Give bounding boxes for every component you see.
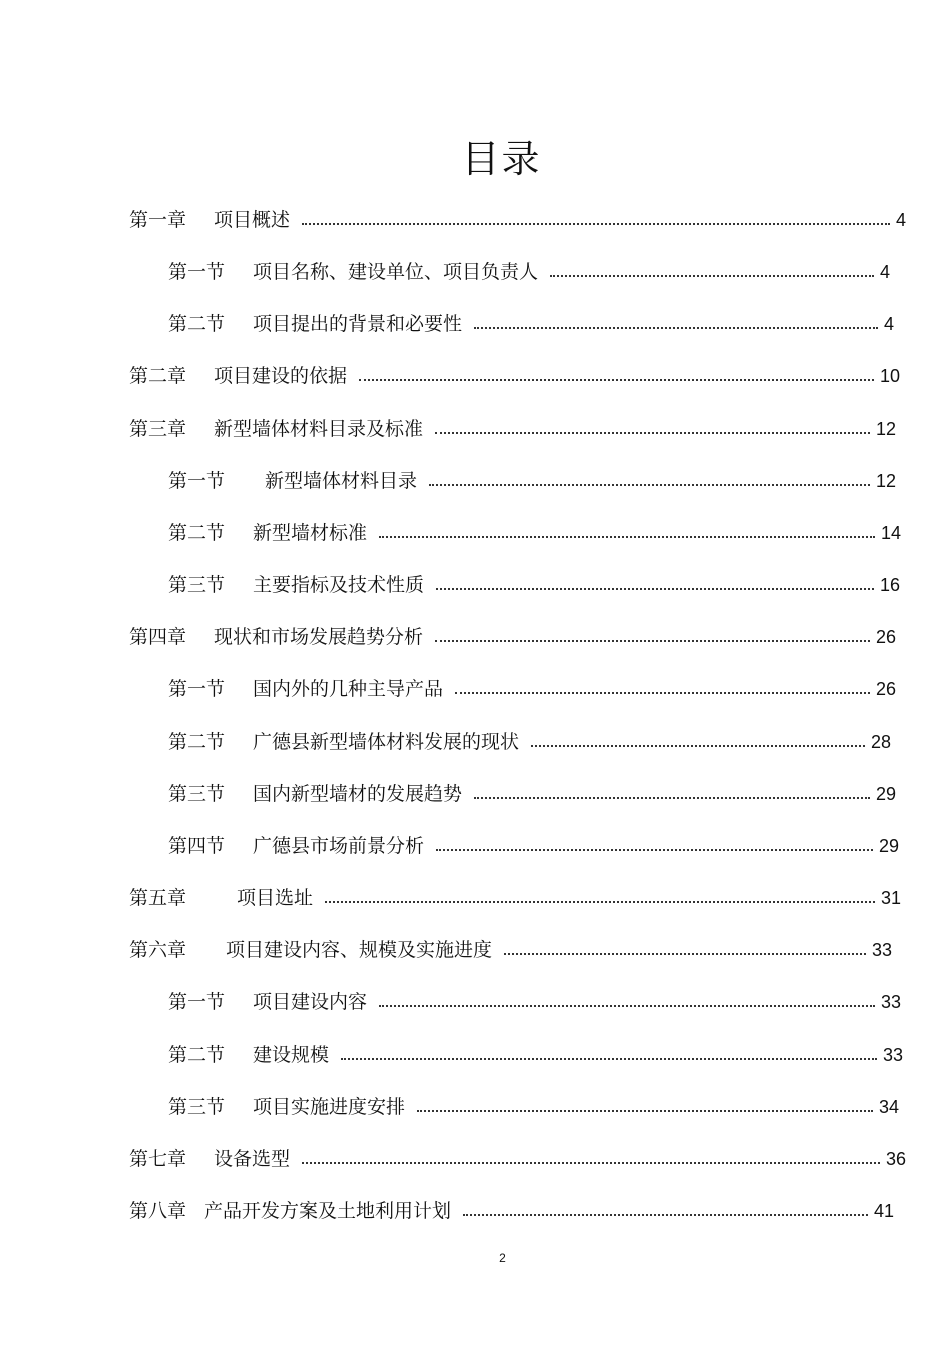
toc-entry-label: 第三节 <box>168 1096 226 1118</box>
toc-entry[interactable] <box>168 1094 899 1120</box>
toc-entry-title: 主要指标及技术性质 <box>253 574 425 596</box>
toc-entry-page: 26 <box>875 627 896 647</box>
toc-entry-page: 33 <box>882 1045 903 1065</box>
toc-entry-page: 12 <box>875 471 896 491</box>
toc-entry-page: 34 <box>878 1097 899 1117</box>
dot-leader <box>504 947 866 955</box>
toc-entry-title: 项目建设的依据 <box>214 365 348 387</box>
toc-entry-label: 第三节 <box>168 574 226 596</box>
dot-leader <box>417 1104 873 1112</box>
dot-leader <box>436 843 873 851</box>
toc-entry-title: 项目建设内容、规模及实施进度 <box>226 939 493 961</box>
dot-leader <box>359 373 874 381</box>
toc-entry[interactable] <box>168 833 899 859</box>
toc-entry-page: 4 <box>895 210 906 230</box>
toc-entry[interactable] <box>168 520 901 546</box>
toc-entry-label: 第三章 <box>129 418 187 440</box>
dot-leader <box>436 582 874 590</box>
dot-leader <box>463 1208 868 1216</box>
toc-entry-label: 第一节 <box>168 261 226 283</box>
toc-entry-label: 第二节 <box>168 313 226 335</box>
toc-entry-page: 4 <box>879 262 890 282</box>
toc-entry[interactable] <box>129 207 906 233</box>
toc-entry-label: 第二节 <box>168 1044 226 1066</box>
toc-entry-page: 28 <box>870 732 891 752</box>
toc-entry-page: 33 <box>880 992 901 1012</box>
toc-entry-label: 第四章 <box>129 626 187 648</box>
toc-entry-page: 4 <box>883 314 894 334</box>
toc-entry-title: 广德县新型墙体材料发展的现状 <box>253 731 520 753</box>
toc-entry-page: 26 <box>875 679 896 699</box>
dot-leader <box>379 530 875 538</box>
toc-entry-title: 现状和市场发展趋势分析 <box>214 626 424 648</box>
toc-entry-title: 广德县市场前景分析 <box>253 835 425 857</box>
toc-entry-page: 16 <box>879 575 900 595</box>
dot-leader <box>302 217 890 225</box>
toc-entry[interactable] <box>168 729 891 755</box>
toc-entry-title: 产品开发方案及土地利用计划 <box>204 1200 452 1222</box>
dot-leader <box>302 1156 880 1164</box>
toc-entry[interactable] <box>168 468 896 494</box>
dot-leader <box>379 999 875 1007</box>
dot-leader <box>455 686 870 694</box>
toc-entry-title: 项目提出的背景和必要性 <box>253 313 463 335</box>
toc-entry-label: 第二章 <box>129 365 187 387</box>
toc-entry-title: 设备选型 <box>214 1148 291 1170</box>
toc-entry-title: 建设规模 <box>253 1044 330 1066</box>
toc-entry[interactable] <box>168 259 890 285</box>
toc-entry-label: 第一章 <box>129 209 187 231</box>
toc-entry[interactable] <box>168 676 896 702</box>
toc-entry-title: 项目实施进度安排 <box>253 1096 406 1118</box>
toc-entry-title: 项目名称、建设单位、项目负责人 <box>253 261 539 283</box>
toc-entry-label: 第二节 <box>168 731 226 753</box>
toc-entry[interactable] <box>129 363 900 389</box>
toc-entry-title: 国内新型墙材的发展趋势 <box>253 783 463 805</box>
toc-entry[interactable] <box>168 1042 903 1068</box>
toc-entry-label: 第七章 <box>129 1148 187 1170</box>
toc-entry-page: 36 <box>885 1149 906 1169</box>
toc-entry-title: 项目选址 <box>237 887 314 909</box>
toc-entry[interactable] <box>168 989 901 1015</box>
toc-entry-page: 12 <box>875 419 896 439</box>
page-number: 2 <box>499 1251 506 1265</box>
toc-entry-page: 10 <box>879 366 900 386</box>
toc-entry-page: 14 <box>880 523 901 543</box>
toc-entry[interactable] <box>168 781 896 807</box>
toc-entry[interactable] <box>129 885 901 911</box>
toc-entry[interactable] <box>129 1146 906 1172</box>
toc-entry-label: 第六章 <box>129 939 187 961</box>
dot-leader <box>550 269 874 277</box>
toc-entry-page: 31 <box>880 888 901 908</box>
toc-entry-label: 第三节 <box>168 783 226 805</box>
toc-entry-page: 33 <box>871 940 892 960</box>
toc-entry[interactable] <box>129 416 896 442</box>
toc-entry[interactable] <box>129 937 892 963</box>
toc-entry-page: 29 <box>878 836 899 856</box>
toc-entry-label: 第五章 <box>129 887 187 909</box>
toc-entry-label: 第一节 <box>168 991 226 1013</box>
toc-entry-label: 第八章 <box>129 1200 187 1222</box>
toc-entry-page: 41 <box>873 1201 894 1221</box>
toc-entry[interactable] <box>168 572 900 598</box>
toc-entry-label: 第一节 <box>168 470 226 492</box>
dot-leader <box>531 739 865 747</box>
toc-entry[interactable] <box>129 624 896 650</box>
toc-title: 目录 <box>461 137 542 181</box>
toc-entry-title: 项目建设内容 <box>253 991 368 1013</box>
dot-leader <box>429 478 870 486</box>
toc-entry[interactable] <box>129 1198 894 1224</box>
toc-entry-title: 项目概述 <box>214 209 291 231</box>
toc-entry-label: 第一节 <box>168 678 226 700</box>
toc-entry-title: 新型墙体材料目录及标准 <box>214 418 424 440</box>
toc-entry-page: 29 <box>875 784 896 804</box>
dot-leader <box>435 426 870 434</box>
toc-entry-title: 新型墙材标准 <box>253 522 368 544</box>
dot-leader <box>341 1052 877 1060</box>
toc-entry[interactable] <box>168 311 894 337</box>
toc-entry-title: 新型墙体材料目录 <box>265 470 418 492</box>
dot-leader <box>474 791 870 799</box>
dot-leader <box>435 634 870 642</box>
toc-entry-label: 第二节 <box>168 522 226 544</box>
dot-leader <box>474 321 878 329</box>
toc-entry-title: 国内外的几种主导产品 <box>253 678 444 700</box>
toc-entry-label: 第四节 <box>168 835 226 857</box>
dot-leader <box>325 895 875 903</box>
